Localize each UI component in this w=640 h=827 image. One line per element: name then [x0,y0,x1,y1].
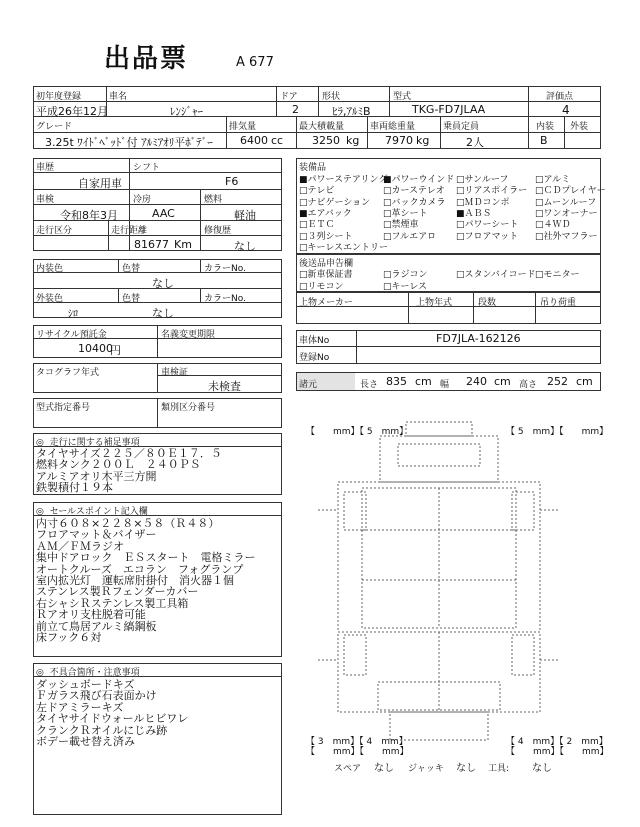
tread-rear-left-2: 【 mm】【 mm】 [306,747,409,757]
sales-notes-header: ◎ セールスポイント記入欄 [36,507,148,517]
defect-notes-header: ◎ 不具合箇所・注意事項 [36,668,140,678]
equipment-item: □革シート [383,208,428,219]
interior-color-label: 内装色 [36,264,64,274]
defect-notes-text: ダッシュボードキズ Ｆガラス飛び石表面かけ 左ドアミラーキズ タイヤサイドウォールヒビワレ クランクＲオイルにじみ跡 ボデー載せ替え済み [36,678,189,749]
tool-label: 工具: [488,764,510,774]
equipment-item: □リアスポイラー [456,186,528,197]
equipment-item: □リモコン [299,281,344,292]
equipment-item: □モニター [535,270,580,280]
equipment-item: □パワーシート [456,220,519,231]
tread-rear-right-2: 【 mm】【 mm】 [506,747,609,757]
recycle-unit: 円 [110,344,121,357]
history-value: 自家用車 [78,177,122,190]
exterior-color-label: 外装色 [36,294,64,304]
load-value: 3250 [312,134,340,147]
equipment-item: □ＥＴＣ [299,220,335,231]
gross-value: 7970 [385,134,413,147]
interior-color-no-label: カラーNo. [204,264,246,274]
load-label: 最大積載量 [299,122,345,132]
equipment-item: □サンルーフ [456,175,509,185]
tread-rear-left-1: 【 3 mm】【 4 mm】 [306,737,408,747]
lot-number: A 677 [236,55,274,70]
ac-value: AAC [152,207,175,220]
equipment-item: □禁煙車 [383,220,419,231]
height-label: 高さ [519,380,538,390]
spare-label: スペア [334,764,362,774]
equipment-header: 装備品 [299,163,327,173]
equipment-item: □フロアマット [456,231,519,242]
length-label: 長さ [360,380,379,390]
tacho-status-value: 未検査 [208,380,241,393]
equipment-item: ■パワーウインド [383,175,455,185]
jack-value: なし [456,763,476,774]
interior-grade-value: B [540,134,548,147]
run-notes-text: タイヤサイズ２２５／８０Ｅ１７．５ 燃料タンク２００Ｌ ２４０ＰＳ アルミアオリ木平三方開 鉄製積付１９本 [36,447,222,495]
fuel-label: 燃料 [204,195,223,205]
ac-label: 冷房 [133,195,152,205]
shape-value: ﾋﾗ,ｱﾙﾐB [332,105,371,118]
truck-diagram [318,420,560,760]
equipment-item: □ムーンルーフ [535,197,597,208]
inspection-label: 車検 [36,195,55,205]
fuel-value: 軽油 [234,209,256,222]
shift-label: シフト [133,163,161,173]
class-no-label: 類別区分番号 [161,403,216,413]
crane-maker-label: 上物メーカー [299,298,353,308]
inspection-value: 令和8年3月 [60,209,118,222]
equipment-item: □ワンオーナー [535,208,598,219]
equipment-item: □ラジコン [383,270,428,280]
vin-label: 車体No [299,336,330,346]
equipment-item: □バックカメラ [383,197,446,208]
width-unit: cm [494,375,511,388]
width-label: 幅 [440,380,450,390]
equipment-item: □カーステレオ [383,186,445,197]
model-label: 型式 [393,92,412,102]
equipment-item: □アルミ [535,175,571,185]
equipment-item: □スタンバイコード [456,270,536,280]
reg-no-label: 登録No [299,353,330,363]
mileage-value: 81677 [134,238,169,251]
equipment-item: □社外マフラー [535,231,598,242]
equipment-item: □ナビゲーション [299,197,371,208]
exterior-color-value: ｼﾛ [68,309,78,320]
cc-unit: cc [271,134,284,147]
equipment-item: □３列シート [299,231,353,242]
equipment-item: □ＣＤプレイヤー [535,186,606,197]
history-label: 車歴 [36,163,55,173]
name-change-label: 名義変更期限 [161,330,216,340]
exterior-color-change: なし [152,307,174,320]
height-unit: cm [576,375,593,388]
score-label: 評価点 [546,92,574,102]
gross-unit: kg [416,134,430,147]
info-icon: ◎ [36,668,44,678]
exterior-color-change-label: 色替 [122,294,141,304]
door-value: 2 [292,103,299,116]
first-reg-value: 平成26年12月 [36,105,108,118]
interior-color-change-label: 色替 [122,264,141,274]
width-value: 240 [466,375,487,388]
repair-label: 修復歴 [204,226,232,236]
recycle-label: リサイクル預託金 [36,330,107,340]
interior-color-change: なし [152,277,174,290]
equipment-item: □新車保証書 [299,270,353,280]
crane-load-label: 吊り荷重 [540,298,577,308]
length-value: 835 [386,375,407,388]
equipment-item: □ＭＤコンポ [456,197,510,208]
jack-label: ジャッキ [408,764,444,774]
tread-front-left: 【 mm】【 5 mm】 [306,427,409,437]
grade-value: 3.25t ﾜｲﾄﾞﾍﾞｯﾄﾞ付 ｱﾙﾐｱｵﾘ平ﾎﾞﾃﾞｰ [45,136,213,149]
grade-label: グレード [36,122,73,132]
cc-label: 排気量 [229,122,257,132]
equipment-item: ■ＡＢＳ [456,208,492,219]
gross-label: 車両総重量 [370,122,416,132]
info-icon: ◎ [36,438,44,448]
vin-value: FD7JLA-162126 [436,332,521,345]
page-title: 出品票 [104,44,189,74]
load-unit: kg [346,134,360,147]
tool-value: なし [532,763,552,774]
car-name-label: 車名 [109,92,128,102]
run-notes-header: ◎ 走行に関する補足事項 [36,438,140,448]
tread-front-right: 【 5 mm】【 mm】 [506,427,609,437]
type-no-label: 型式指定番号 [36,403,91,413]
mileage-unit: Km [174,238,192,251]
sales-notes-text: 内寸６０８×２２８×５８（Ｒ４８） フロアマット＆バイザー ＡＭ／ＦＭラジオ 集中ドアロック ＥＳスタート 電格ミラー オートクルーズ エコラン フォグランプ 室内拡光灯 運転席肘掛付 消火器１個 ステンレス製Ｒフェンダーカバー 右シャシＲステンレス製工具箱 Ｒアオリ支柱脱着可能 前立て鳥居アルミ縞鋼板 床フック６対 [36,517,256,645]
score-value: 4 [562,103,570,117]
equipment-item: □４ＷＤ [535,220,571,231]
door-label: ドア [280,92,298,102]
equipment-item: □テレビ [299,186,335,197]
equipment-item: □キーレスエントリー [299,242,389,253]
first-reg-label: 初年度登録 [36,92,82,102]
tacho-label: タコグラフ年式 [36,368,100,378]
info-icon: ◎ [36,507,44,517]
height-value: 252 [547,375,568,388]
shift-value: F6 [225,175,239,188]
repair-value: なし [234,240,256,253]
tacho-status-label: 車検証 [161,368,189,378]
recycle-value: 10400 [78,342,113,355]
model-value: TKG-FD7JLAA [412,103,486,116]
spare-value: なし [374,763,394,774]
equipment-item: ■パワーステアリング [299,175,388,185]
equipment-item: □フルエアロ [383,231,437,242]
cc-value: 6400 [240,134,268,147]
crane-stage-label: 段数 [478,298,497,308]
interior-grade-label: 内装 [536,122,555,132]
exterior-grade-label: 外装 [570,122,589,132]
equipment-item: □キーレス [383,281,428,292]
capacity-label: 乗員定員 [443,122,480,132]
dims-label: 諸元 [299,380,318,390]
equipment-item: ■エアバック [299,208,352,219]
crane-year-label: 上物年式 [416,298,453,308]
mileage-label: 走行距離 [111,226,148,236]
car-name-value: ﾚﾝｼﾞｬｰ [170,105,203,118]
shape-label: 形状 [322,92,341,102]
mileage-type-label: 走行区分 [36,226,73,236]
length-unit: cm [415,375,432,388]
post-items-header: 後送品申告欄 [299,259,354,269]
exterior-color-no-label: カラーNo. [204,294,246,304]
capacity-value: 2人 [466,136,484,149]
tread-rear-right-1: 【 4 mm】【 2 mm】 [506,737,608,747]
